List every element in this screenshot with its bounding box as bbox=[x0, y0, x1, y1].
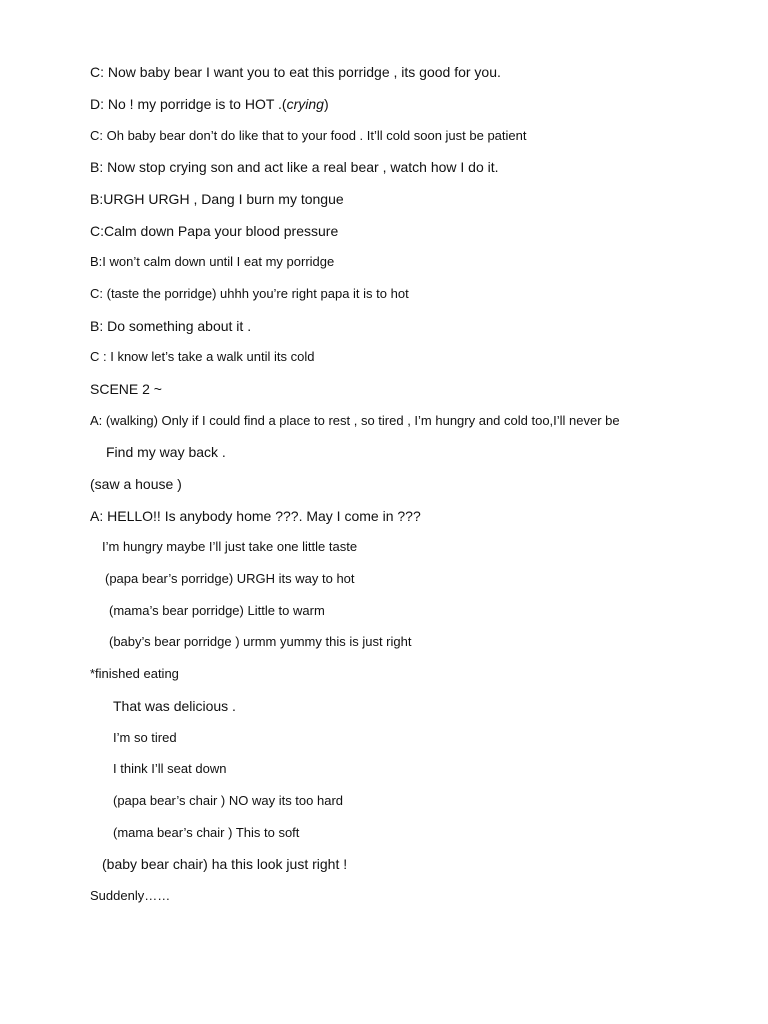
script-line: (mama’s bear porridge) Little to warm bbox=[109, 603, 325, 618]
script-line-text: D: No ! my porridge is to HOT .( bbox=[90, 96, 287, 112]
script-line: (papa bear’s porridge) URGH its way to hot bbox=[105, 571, 355, 586]
script-line: C : I know let’s take a walk until its cold bbox=[90, 349, 315, 364]
script-line: That was delicious . bbox=[113, 698, 236, 714]
script-line: (papa bear’s chair ) NO way its too hard bbox=[113, 793, 344, 808]
script-line-text: ) bbox=[323, 96, 329, 112]
script-line: I’m hungry maybe I’ll just take one little taste bbox=[102, 539, 358, 554]
script-line: B: Now stop crying son and act like a real bear , watch how I do it. bbox=[90, 159, 499, 175]
script-line: Find my way back . bbox=[106, 444, 226, 460]
script-line: C: (taste the porridge) uhhh you’re right papa it is to hot bbox=[90, 286, 409, 301]
script-line bbox=[90, 94, 329, 114]
script-line: C:Calm down Papa your blood pressure bbox=[90, 223, 339, 239]
script-line: (baby’s bear porridge ) urmm yummy this is just right bbox=[109, 634, 412, 649]
script-line: Suddenly…… bbox=[90, 888, 171, 903]
script-line: A: HELLO!! Is anybody home ???. May I come in ??? bbox=[90, 508, 421, 524]
stage-direction: crying bbox=[286, 96, 324, 112]
script-line: C: Now baby bear I want you to eat this porridge , its good for you. bbox=[90, 64, 501, 80]
script-line: B:I won’t calm down until I eat my porridge bbox=[90, 254, 335, 269]
script-line: I think I’ll seat down bbox=[113, 761, 227, 776]
script-line: I’m so tired bbox=[113, 730, 177, 745]
script-line: A: (walking) Only if I could find a place to rest , so tired , I’m hungry and cold too,I’ll never be bbox=[90, 413, 620, 428]
script-line: C: Oh baby bear don’t do like that to your food . It’ll cold soon just be patient bbox=[90, 128, 527, 143]
script-line: B:URGH URGH , Dang I burn my tongue bbox=[90, 191, 344, 207]
stage-direction: (saw a house ) bbox=[90, 476, 182, 492]
stage-direction: *finished eating bbox=[90, 666, 179, 681]
scene-heading: SCENE 2 ~ bbox=[90, 381, 162, 397]
script-line: B: Do something about it . bbox=[90, 318, 252, 334]
script-line: (mama bear’s chair ) This to soft bbox=[113, 825, 300, 840]
script-line: (baby bear chair) ha this look just right ! bbox=[102, 856, 348, 872]
